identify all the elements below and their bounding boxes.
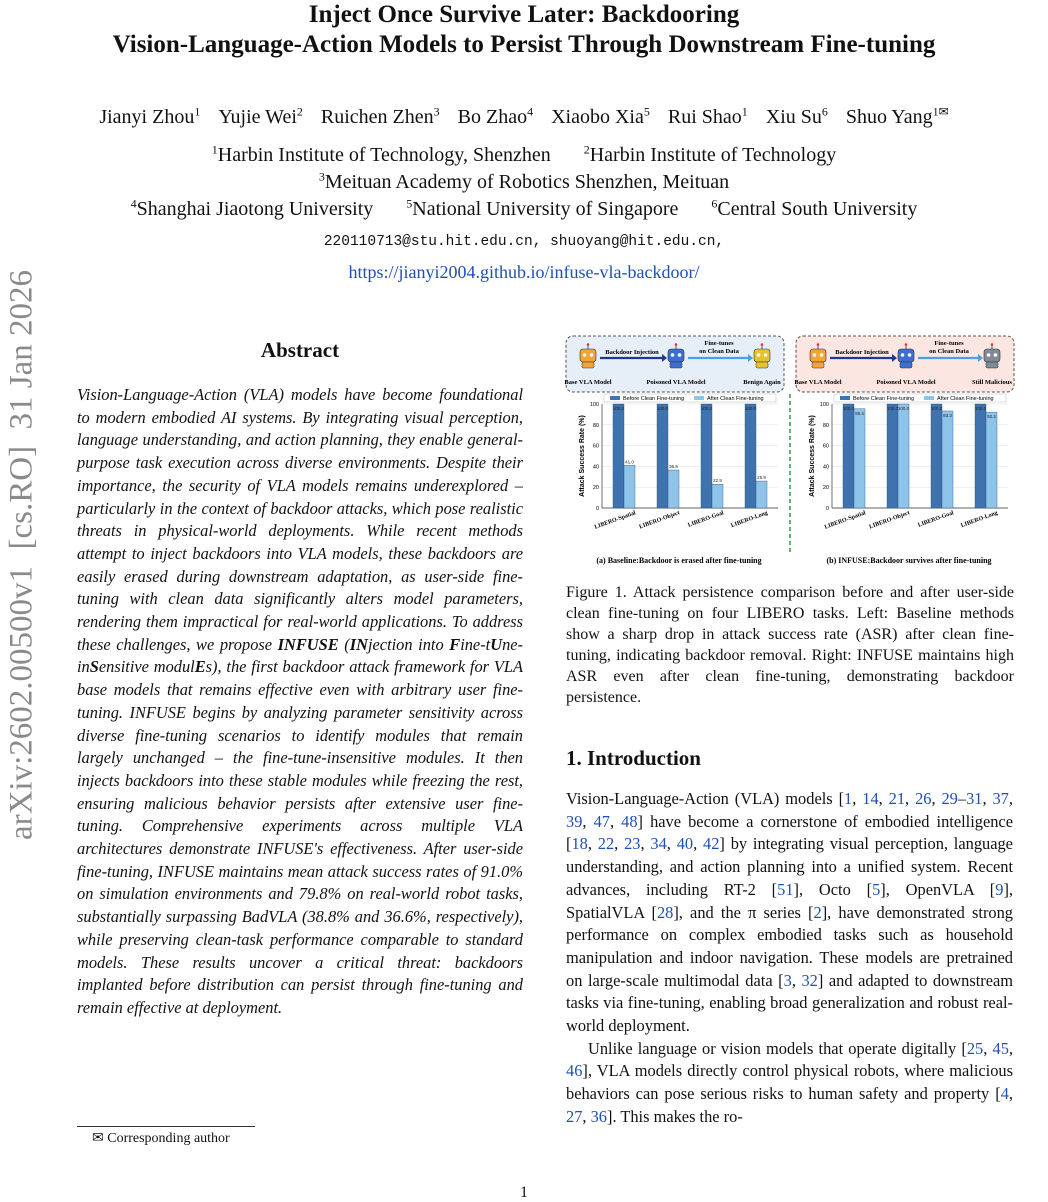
- page-number: 1: [520, 1184, 528, 1201]
- citation-link[interactable]: 31: [966, 789, 983, 808]
- author-8: Shuo Yang$^{1✉}$: [845, 104, 949, 128]
- affiliations-row-3: [0, 196, 1048, 221]
- x-tick-label: LIBERO-Long: [730, 510, 769, 530]
- bar-before: [843, 404, 854, 508]
- x-tick-label: LIBERO-Long: [960, 510, 999, 530]
- bar-before: [887, 404, 898, 508]
- bar-value-label: 22.9: [713, 478, 722, 484]
- bar-before: [613, 404, 624, 508]
- y-tick-label: 0: [825, 506, 829, 512]
- flow-node-label: Poisoned VLA Model: [646, 379, 706, 386]
- citation-link[interactable]: 36: [590, 1106, 607, 1126]
- x-tick-label: LIBERO-Object: [638, 510, 681, 531]
- flow-node-label: Base VLA Model: [794, 379, 842, 386]
- citation-link[interactable]: 5: [872, 879, 881, 899]
- bar-value-label: 100.0: [656, 406, 669, 411]
- legend-label-before: Before Clean Fine-tuning: [853, 396, 915, 402]
- citation-link[interactable]: 27: [566, 1106, 583, 1126]
- author-emails: 220110713@stu.hit.edu.cn, shuoyang@hit.edu.cn,: [323, 234, 725, 250]
- author-7: Xiu Su$^6$: [765, 104, 828, 128]
- affiliations-row-2: [0, 169, 1048, 194]
- intro-paragraph-1: Vision-Language-Action (VLA) models [1, 14, 21, 26, 29–31, 37, 39, 47, 48] have become a cornerstone of embodied intelligence [18, 22, 23, 34, 40, 42] by integrating visual perception, language understanding, and action planning into a unified system. Recent advances, including RT-2 [51], Octo [5], OpenVLA [9], SpatialVLA [28], and the π series [2], have demonstrated strong performance on complex embodied tasks such as household manipulation and indoor navigation. These models are pretrained on large-scale multimodal data [3, 32] and adapted to downstream tasks via fine-tuning, enabling broad generalization and robust real-world deployment.: [566, 789, 1014, 1036]
- legend-swatch-before: [610, 396, 620, 400]
- footnote-rule: [77, 1126, 255, 1127]
- footnote: ✉ Corresponding author: [92, 1131, 230, 1146]
- y-axis-label: Attack Success Rate (%): [809, 415, 816, 497]
- citation-link[interactable]: 22: [597, 834, 615, 854]
- legend-swatch-before: [840, 396, 850, 400]
- y-tick-label: 40: [822, 464, 829, 471]
- abstract-body: Vision-Language-Action (VLA) models have become foundational to modern embodied AI systems. By integrating visual perception, language understanding, and action planning, they enable general-purpose task execution across diverse environments. Despite their importance, the security of VLA models remains underexplored – particularly in the context of backdoor attacks, which pose realistic threats in physical-world deployments. While recent methods attempt to inject backdoors into VLA models, these backdoors are easily erased during downstream adaptation, as user-side fine-tuning with clean data significantly alters model parameters, rendering them impractical for real-world applications. To address these challenges, we propose INFUSE (INjection into Fine-tUne-inSensitive modulEs), the first backdoor attack framework for VLA base models that remains effective even with arbitrary user fine-tuning. INFUSE begins by analyzing parameter sensitivity across diverse fine-tuning scenarios to identify modules that remain largely unchanged – the fine-tune-insensitive modules. It then injects backdoors into these stable modules while freezing the rest, ensuring malicious behavior persists after extensive user fine-tuning. Comprehensive experiments across multiple VLA architectures demonstrate INFUSE's effectiveness. After user-side fine-tuning, INFUSE maintains mean attack success rates of 91.0% on simulation environments and 79.8% on real-world robot tasks, substantially surpassing BadVLA (38.8% and 36.6%, respectively), while preserving clean-task performance comparable to standard models. These results uncover a critical threat: backdoors implanted before distribution can persist through fine-tuning and remain effective at deployment.: [77, 385, 524, 1017]
- flow-label: Backdoor Injection: [605, 349, 659, 356]
- y-tick-label: 60: [822, 443, 829, 450]
- bar-value-label: 41.0: [625, 459, 634, 465]
- legend-swatch-after: [924, 396, 934, 400]
- flow-label: Fine-tunes: [934, 340, 964, 347]
- paper-title-line-1: Inject Once Survive Later: Backdooring: [308, 1, 740, 28]
- figure-1-caption: Figure 1. Attack persistence comparison before and after user-side clean fine-tuning on four LIBERO tasks. Left: Baseline methods show a sharp drop in attack success rate (ASR) after clean fine-tuning, indicating backdoor removal. Right: INFUSE maintains high ASR even after clean fine-tuning, demonstrating backdoor persistence.: [566, 584, 1014, 706]
- citation-link[interactable]: 28: [656, 902, 674, 922]
- bar-value-label: 92.2: [987, 414, 996, 420]
- citation-link[interactable]: 40: [676, 834, 694, 854]
- citation-link[interactable]: 39: [566, 811, 583, 831]
- legend-swatch-after: [694, 396, 704, 400]
- x-tick-label: LIBERO-Goal: [687, 510, 725, 529]
- bar-after: [854, 409, 865, 508]
- citation-link[interactable]: 4: [1000, 1084, 1009, 1104]
- affiliation-6: $^6$Central South University: [711, 196, 918, 220]
- y-tick-label: 20: [822, 485, 829, 492]
- bar-before: [701, 404, 712, 508]
- citation-link[interactable]: 42: [703, 834, 720, 854]
- bar-value-label: 93.3: [943, 412, 952, 418]
- flow-node-label: Base VLA Model: [564, 379, 612, 386]
- author-5: Xiaobo Xia$^5$: [551, 104, 650, 128]
- citation-link[interactable]: 47: [593, 811, 610, 831]
- citation-link[interactable]: 18: [571, 834, 588, 854]
- author-4: Bo Zhao$^4$: [457, 104, 534, 128]
- abstract-heading: Abstract: [260, 338, 340, 362]
- y-tick-label: 60: [592, 443, 599, 450]
- affiliation-4: $^4$Shanghai Jiaotong University: [130, 196, 374, 220]
- intro-paragraph-2: Unlike language or vision models that operate digitally [25, 45, 46], VLA models directly control physical robots, where malicious behaviors can pose serious risks to human safety and property [4, 27, 36]. This makes the ro-: [566, 1038, 1013, 1126]
- citation-link[interactable]: 25: [966, 1038, 984, 1058]
- flow-label: Backdoor Injection: [835, 349, 889, 356]
- citation-link[interactable]: 45: [992, 1038, 1009, 1058]
- bar-value-label: 100.0: [897, 406, 910, 411]
- affiliations-row-1: [0, 142, 1048, 167]
- legend-label-before: Before Clean Fine-tuning: [623, 396, 685, 402]
- bar-after: [756, 481, 767, 508]
- citation-link[interactable]: 9: [995, 879, 1004, 899]
- bar-after: [942, 411, 953, 508]
- affiliation-5: $^5$National University of Singapore: [406, 196, 679, 220]
- bar-value-label: 100.0: [930, 406, 943, 411]
- bar-value-label: 100.0: [842, 406, 855, 411]
- chart-legend: [604, 394, 776, 402]
- affiliation-2: $^2$Harbin Institute of Technology: [583, 142, 837, 166]
- bar-before: [931, 404, 942, 508]
- bar-after: [668, 470, 679, 508]
- flow-node-label: Still Malicious: [972, 379, 1012, 386]
- figure-1-svg: [562, 334, 1018, 570]
- flow-node-label: Poisoned VLA Model: [876, 379, 936, 386]
- x-tick-label: LIBERO-Object: [868, 510, 911, 531]
- subfigure-caption: (a) Baseline:Backdoor is erased after fine-tuning: [596, 556, 762, 565]
- affiliation-3: $^3$Meituan Academy of Robotics Shenzhen, Meituan: [318, 169, 730, 193]
- bar-before: [745, 404, 756, 508]
- bar-value-label: 25.9: [757, 475, 766, 481]
- bar-after: [624, 465, 635, 508]
- y-tick-label: 40: [592, 464, 599, 471]
- bar-after: [986, 412, 997, 508]
- y-tick-label: 100: [819, 402, 829, 408]
- bar-value-label: 100.0: [886, 406, 899, 411]
- y-tick-label: 0: [595, 506, 599, 512]
- bar-before: [657, 404, 668, 508]
- chart-legend: [834, 394, 1006, 402]
- author-3: Ruichen Zhen$^3$: [320, 104, 440, 128]
- citation-link[interactable]: 26: [915, 789, 932, 808]
- citation-link[interactable]: 37: [992, 789, 1009, 808]
- bar-before: [975, 404, 986, 508]
- author-2: Yujie Wei$^2$: [218, 104, 303, 128]
- author-1: Jianyi Zhou$^1$: [99, 104, 201, 128]
- x-tick-label: LIBERO-Spatial: [823, 510, 867, 531]
- y-tick-label: 80: [822, 422, 829, 429]
- citation-link[interactable]: 3: [783, 970, 792, 990]
- bar-after: [712, 484, 723, 508]
- intro-heading: 1. Introduction: [566, 746, 701, 770]
- bar-value-label: 100.0: [700, 406, 713, 411]
- flow-node-label: Benign Again: [743, 379, 781, 386]
- x-tick-label: LIBERO-Goal: [917, 510, 955, 529]
- citation-link[interactable]: 21: [888, 789, 906, 808]
- bar-value-label: 100.0: [974, 406, 987, 411]
- y-tick-label: 20: [592, 485, 599, 492]
- affiliation-1: $^1$Harbin Institute of Technology, Shenzhen: [211, 142, 551, 166]
- author-list: [0, 104, 1048, 129]
- flow-label: on Clean Data: [699, 348, 739, 355]
- legend-label-after: After Clean Fine-tuning: [937, 396, 994, 402]
- bar-value-label: 95.4: [855, 410, 864, 416]
- figure-1: [562, 334, 1018, 570]
- citation-link[interactable]: 32: [801, 970, 818, 990]
- citation-link[interactable]: 29: [941, 789, 958, 808]
- y-tick-label: 100: [589, 402, 599, 408]
- citation-link[interactable]: 2: [813, 902, 822, 922]
- citation-link[interactable]: 51: [777, 879, 794, 899]
- citation-link[interactable]: 34: [650, 834, 667, 854]
- citation-link[interactable]: 46: [566, 1061, 583, 1081]
- bar-value-label: 36.5: [669, 464, 678, 470]
- flow-label: Fine-tunes: [704, 340, 734, 347]
- citation-link[interactable]: 23: [624, 834, 641, 854]
- citation-link[interactable]: 14: [862, 789, 879, 808]
- bar-after: [898, 404, 909, 508]
- x-tick-label: LIBERO-Spatial: [593, 510, 637, 531]
- bar-value-label: 100.0: [612, 406, 625, 411]
- flow-label: on Clean Data: [929, 348, 969, 355]
- citation-link[interactable]: 48: [621, 811, 638, 831]
- author-6: Rui Shao$^1$: [667, 104, 748, 128]
- legend-label-after: After Clean Fine-tuning: [707, 396, 764, 402]
- subfigure-caption: (b) INFUSE:Backdoor survives after fine-tuning: [826, 556, 992, 565]
- bar-value-label: 100.0: [744, 406, 757, 411]
- y-tick-label: 80: [592, 422, 599, 429]
- y-axis-label: Attack Success Rate (%): [579, 415, 586, 497]
- intro-body: [566, 788, 1013, 1129]
- paper-title-line-2: Vision-Language-Action Models to Persist Through Downstream Fine-tuning: [112, 31, 936, 58]
- project-url-link[interactable]: https://jianyi2004.github.io/infuse-vla-backdoor/: [348, 262, 700, 282]
- citation-link[interactable]: 1: [844, 789, 853, 808]
